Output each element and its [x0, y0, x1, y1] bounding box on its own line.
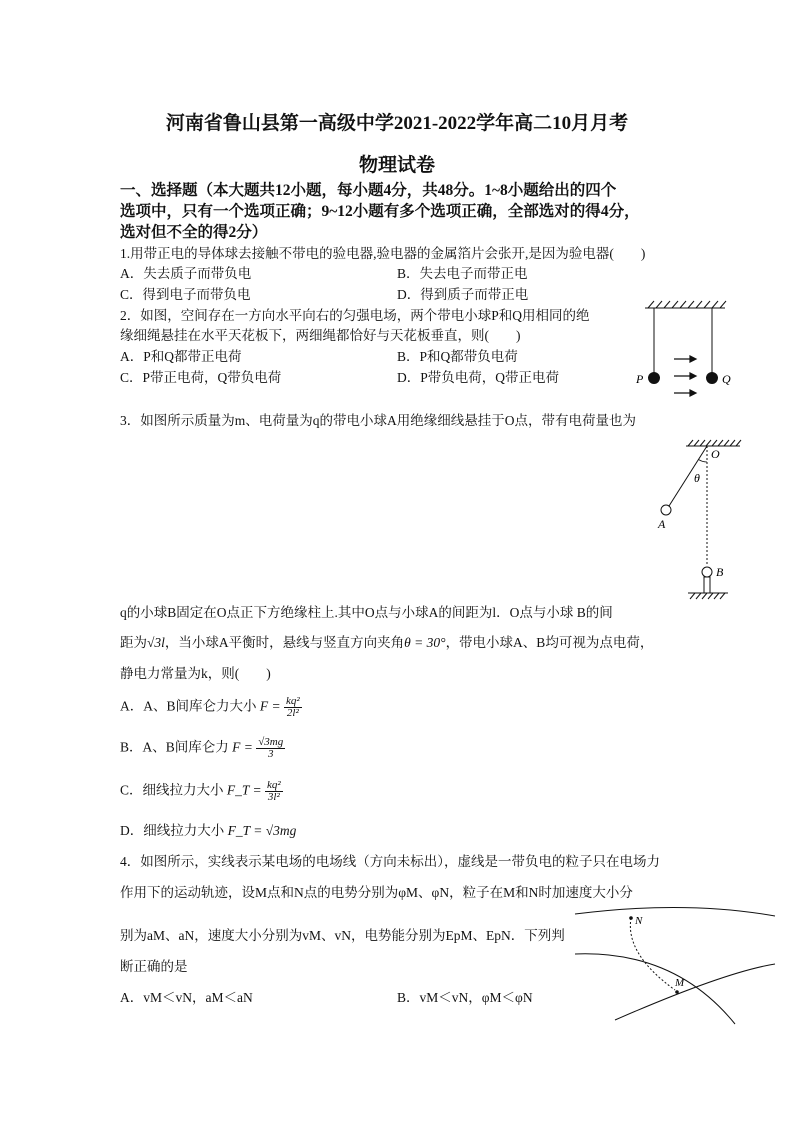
q2-option-d: D．P带负电荷，Q带正电荷	[397, 370, 560, 385]
q3-stem-3b: ，当小球A平衡时，悬线与竖直方向夹角	[164, 635, 405, 650]
q3-option-c: C．细线拉力大小 F_T = $\frac{\text{kq²}}{\text{3l²}}$	[120, 779, 281, 803]
trajectory	[630, 918, 675, 990]
insulating-post	[704, 577, 710, 593]
q4-stem-3: 别为aM、aN，速度大小分别为vM、vN，电势能分别为EpM、EpN．下列判	[120, 928, 565, 943]
theta-eq: θ = 30°	[404, 635, 446, 650]
q1-stem: 1.用带正电的导体球去接触不带电的验电器,验电器的金属箔片会张开,是因为验电器( )	[120, 246, 646, 261]
q2-option-b: B．P和Q都带负电荷	[397, 349, 518, 364]
ball-a	[661, 505, 671, 515]
field-line-3	[615, 964, 775, 1020]
ceiling-hatch	[645, 301, 726, 308]
page-subtitle: 物理试卷	[358, 155, 435, 176]
label-n: N	[635, 915, 643, 927]
label-q: Q	[722, 372, 731, 386]
q2-figure	[630, 298, 740, 398]
q3-option-a: A．A、B间库仑力大小 F = $\frac{\text{kq²}}{\text{2l²}}$	[120, 695, 300, 719]
q3-option-b: B．A、B间库仑力 F = $\frac{√3mg}{3}$	[120, 736, 284, 760]
ball-b	[702, 567, 712, 577]
q2-stem-1: 2．如图，空间存在一方向水平向右的匀强电场，两个带电小球P和Q用相同的绝	[120, 308, 590, 323]
label-b: B	[716, 565, 724, 579]
sqrt3l: √3l	[147, 635, 165, 650]
ball-p	[648, 372, 660, 384]
point-n	[629, 916, 633, 920]
field-arrows	[674, 356, 696, 396]
label-a: A	[658, 517, 666, 531]
ball-q	[706, 372, 718, 384]
label-o: O	[711, 447, 720, 461]
q4-stem-4: 断正确的是	[120, 959, 188, 974]
q2-option-a: A．P和Q都带正电荷	[120, 349, 242, 364]
q2-stem-2: 缘细绳悬挂在水平天花板下，两细绳都恰好与天花板垂直，则( )	[120, 328, 521, 343]
q3-stem-3	[120, 634, 653, 652]
q3-figure	[650, 436, 750, 606]
section-line-1: 一、选择题（本大题共12小题，每小题4分，共48分。1~8小题给出的四个	[120, 182, 617, 199]
base-hatch	[688, 593, 728, 599]
fraction-b: $\frac{√3mg}{3}$	[258, 736, 284, 760]
label-p: P	[636, 372, 644, 386]
q4-stem-2: 作用下的运动轨迹，设M点和N点的电势分别为φM、φN，粒子在M和N时加速度大小分	[120, 885, 633, 900]
thread-oa	[669, 446, 707, 506]
page-title: 河南省鲁山县第一高级中学2021-2022学年高二10月月考	[165, 113, 629, 134]
q1-option-d: D．得到质子而带正电	[397, 287, 529, 302]
q3-stem-3c: ，带电小球A、B均可视为点电荷，	[445, 635, 654, 650]
ceiling-hatch	[686, 440, 741, 446]
label-theta: θ	[694, 471, 700, 485]
q3-option-d: D．细线拉力大小 F_T = √3mg	[120, 823, 297, 838]
q3-stem-3a: 距为	[120, 635, 147, 650]
q1-option-a: A．失去质子而带负电	[120, 266, 252, 281]
q4-option-a: A．vM＜vN，aM＜aN	[120, 990, 253, 1005]
label-m: M	[675, 977, 685, 989]
q1-option-c: C．得到电子而带负电	[120, 287, 251, 302]
angle-arc	[699, 460, 708, 463]
section-line-2: 选项中，只有一个选项正确；9~12小题有多个选项正确，全部选对的得4分，	[120, 203, 640, 220]
q4-stem-1: 4．如图所示，实线表示某电场的电场线（方向未标出），虚线是一带负电的粒子只在电场力	[120, 854, 660, 869]
q1-option-b: B．失去电子而带正电	[397, 266, 528, 281]
fraction-c: $\frac{\text{kq²}}{\text{3l²}}$	[267, 779, 281, 803]
q4-option-b: B．vM＜vN，φM＜φN	[397, 990, 533, 1005]
q3-stem-1: 3．如图所示质量为m、电荷量为q的带电小球A用绝缘细线悬挂于O点，带有电荷量也为	[120, 413, 636, 428]
field-line-1	[575, 907, 775, 916]
field-line-2	[575, 954, 735, 1024]
section-line-3: 选对但不全的得2分）	[120, 224, 268, 241]
q4-figure	[575, 902, 775, 1032]
point-m	[675, 990, 679, 994]
q3-stem-4: 静电力常量为k，则( )	[120, 666, 271, 681]
q2-option-c: C．P带正电荷，Q带负电荷	[120, 370, 282, 385]
fraction-a: $\frac{\text{kq²}}{\text{2l²}}$	[286, 695, 300, 719]
q3-stem-2: q的小球B固定在O点正下方绝缘柱上.其中O点与小球A的间距为l．O点与小球 B的间	[120, 605, 613, 620]
